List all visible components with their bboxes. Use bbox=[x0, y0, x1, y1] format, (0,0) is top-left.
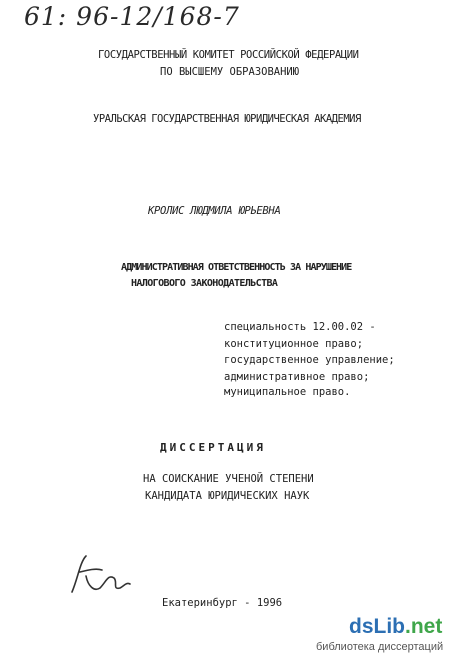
specialty-line-5: муниципальное право. bbox=[224, 386, 351, 398]
specialty-line-1: специальность 12.00.02 - bbox=[224, 321, 376, 333]
archive-number: 61: 96-12/168-7 bbox=[24, 2, 240, 31]
author-name: КРОЛИС ЛЮДМИЛА ЮРЬЕВНА bbox=[148, 205, 281, 217]
degree-line1: НА СОИСКАНИЕ УЧЕНОЙ СТЕПЕНИ bbox=[143, 473, 314, 485]
library-caption: библиотека диссертаций bbox=[316, 641, 444, 653]
specialty-line-4: административное право; bbox=[224, 371, 370, 383]
dissertation-title-line2: НАЛОГОВОГО ЗАКОНОДАТЕЛЬСТВА bbox=[131, 278, 278, 289]
dissertation-title-line1: АДМИНИСТРАТИВНАЯ ОТВЕТСТВЕННОСТЬ ЗА НАРУШЕНИЕ bbox=[121, 262, 352, 273]
document-type: ДИССЕРТАЦИЯ bbox=[160, 441, 266, 454]
specialty-line-3: государственное управление; bbox=[224, 354, 395, 366]
institution-name: УРАЛЬСКАЯ ГОСУДАРСТВЕННАЯ ЮРИДИЧЕСКАЯ АКАДЕМИЯ bbox=[93, 113, 361, 125]
logo-main-text: dsLib bbox=[349, 615, 405, 638]
logo-tld-text: .net bbox=[405, 615, 443, 638]
specialty-line-2: конституционное право; bbox=[224, 338, 364, 350]
ministry-header-line1: ГОСУДАРСТВЕННЫЙ КОМИТЕТ РОССИЙСКОЙ ФЕДЕРАЦИИ bbox=[98, 49, 359, 61]
ministry-header-line2: ПО ВЫСШЕМУ ОБРАЗОВАНИЮ bbox=[160, 66, 300, 78]
handwritten-signature bbox=[66, 548, 136, 598]
degree-line2: КАНДИДАТА ЮРИДИЧЕСКИХ НАУК bbox=[145, 490, 310, 502]
place-and-year: Екатеринбург - 1996 bbox=[162, 597, 283, 609]
dslib-logo bbox=[349, 615, 442, 639]
